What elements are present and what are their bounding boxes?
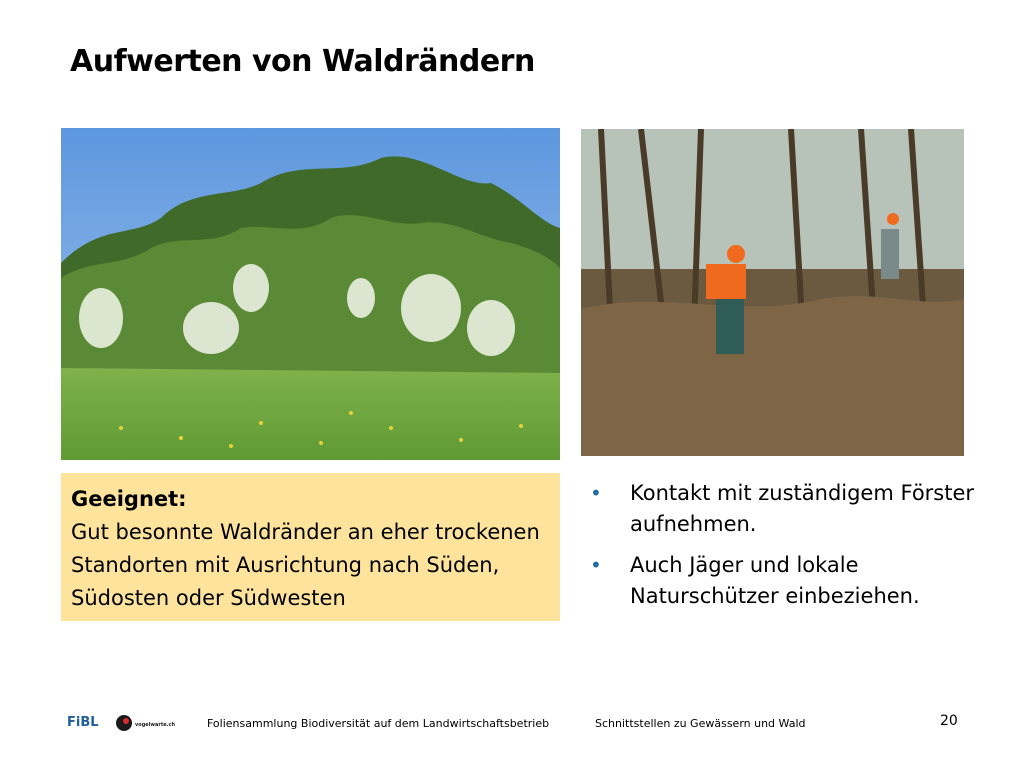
vogelwarte-logo — [115, 712, 175, 734]
forest-edge-photo — [61, 128, 560, 460]
footer-collection-title: Foliensammlung Biodiversität auf dem Landwirtschaftsbetrieb — [207, 717, 550, 730]
suitable-conditions-box — [61, 473, 560, 621]
bullet-dot-icon: • — [590, 481, 602, 505]
list-item — [590, 478, 990, 540]
vogelwarte-logo-text: vogelwarte.ch — [135, 722, 175, 728]
footer-chapter-title: Schnittstellen zu Gewässern und Wald — [595, 717, 806, 730]
slide-footer — [0, 715, 1024, 735]
suitable-heading: Geeignet: — [71, 487, 187, 511]
forestry-work-photo — [581, 129, 964, 456]
fibl-logo: FiBL — [67, 715, 99, 730]
page-number: 20 — [940, 713, 958, 729]
recommendation-list — [590, 478, 990, 622]
suitable-text: Gut besonnte Waldränder an eher trockenen Standorten mit Ausrichtung nach Süden, Südosten oder Südwesten — [71, 520, 540, 610]
bullet-text: Kontakt mit zuständigem Förster aufnehmen. — [630, 481, 975, 536]
bullet-text: Auch Jäger und lokale Naturschützer einbeziehen. — [630, 553, 920, 608]
slide-title: Aufwerten von Waldrändern — [70, 44, 535, 79]
list-item — [590, 550, 990, 612]
bullet-dot-icon: • — [590, 553, 602, 577]
